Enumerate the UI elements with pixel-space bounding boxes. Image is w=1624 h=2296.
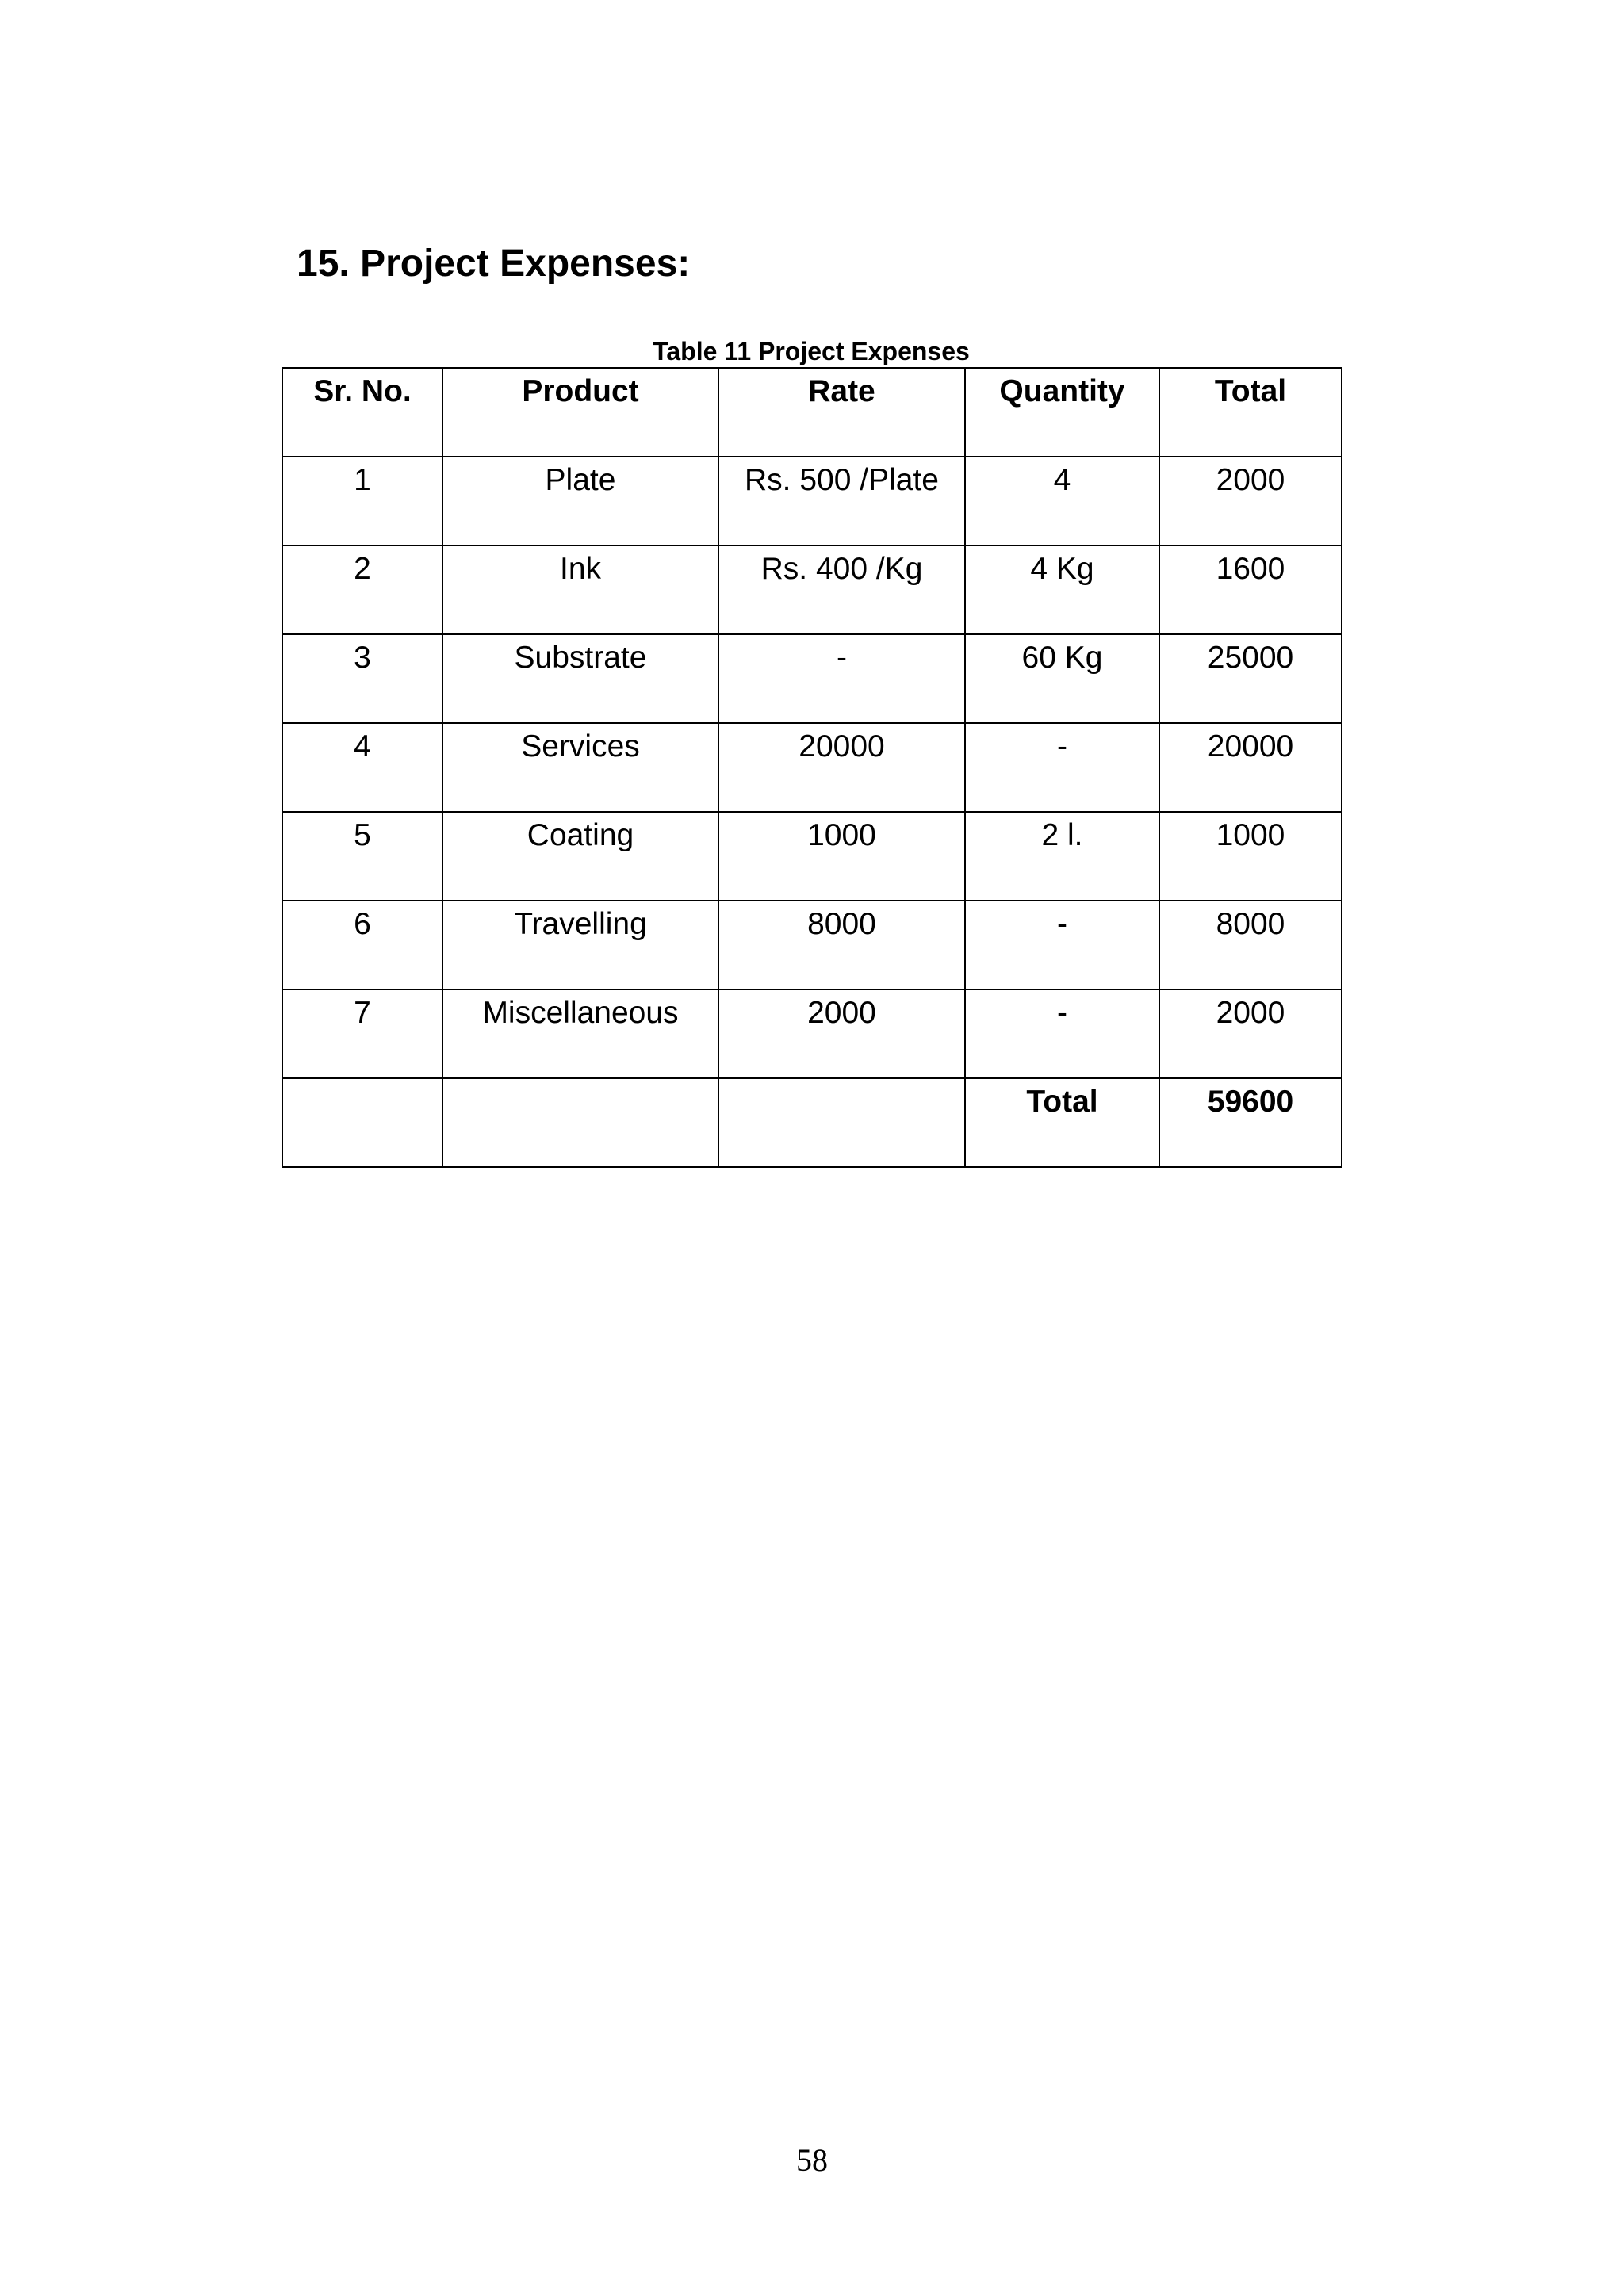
total-value: 59600 — [1159, 1078, 1342, 1167]
cell-rate: Rs. 400 /Kg — [718, 545, 965, 634]
table-row — [282, 812, 1342, 901]
table-row — [282, 457, 1342, 545]
cell-total: 1000 — [1159, 812, 1342, 901]
cell-rate: 8000 — [718, 901, 965, 989]
cell-sr-no: 7 — [282, 989, 442, 1078]
cell-total: 1600 — [1159, 545, 1342, 634]
cell-product: Coating — [442, 812, 718, 901]
header-total: Total — [1159, 368, 1342, 457]
cell-product: Plate — [442, 457, 718, 545]
empty-cell — [442, 1078, 718, 1167]
cell-total: 20000 — [1159, 723, 1342, 812]
cell-sr-no: 3 — [282, 634, 442, 723]
table-row — [282, 634, 1342, 723]
table-row — [282, 545, 1342, 634]
table-header-row — [282, 368, 1342, 457]
cell-product: Services — [442, 723, 718, 812]
table-row — [282, 901, 1342, 989]
cell-total: 8000 — [1159, 901, 1342, 989]
table-caption: Table 11 Project Expenses — [653, 337, 970, 365]
cell-sr-no: 1 — [282, 457, 442, 545]
cell-total: 2000 — [1159, 989, 1342, 1078]
cell-sr-no: 2 — [282, 545, 442, 634]
cell-quantity: - — [965, 901, 1159, 989]
cell-rate: 20000 — [718, 723, 965, 812]
cell-rate: 2000 — [718, 989, 965, 1078]
cell-product: Ink — [442, 545, 718, 634]
cell-quantity: - — [965, 989, 1159, 1078]
cell-sr-no: 6 — [282, 901, 442, 989]
section-heading: 15. Project Expenses: — [297, 243, 691, 285]
cell-product: Substrate — [442, 634, 718, 723]
header-quantity: Quantity — [965, 368, 1159, 457]
cell-quantity: 4 Kg — [965, 545, 1159, 634]
cell-rate: - — [718, 634, 965, 723]
cell-quantity: 60 Kg — [965, 634, 1159, 723]
header-rate: Rate — [718, 368, 965, 457]
cell-product: Travelling — [442, 901, 718, 989]
table-row — [282, 723, 1342, 812]
header-sr-no: Sr. No. — [282, 368, 442, 457]
expenses-table — [282, 367, 1342, 1168]
cell-quantity: 4 — [965, 457, 1159, 545]
cell-total: 2000 — [1159, 457, 1342, 545]
empty-cell — [718, 1078, 965, 1167]
cell-rate: Rs. 500 /Plate — [718, 457, 965, 545]
cell-quantity: 2 l. — [965, 812, 1159, 901]
cell-quantity: - — [965, 723, 1159, 812]
cell-sr-no: 4 — [282, 723, 442, 812]
total-row — [282, 1078, 1342, 1167]
total-label: Total — [965, 1078, 1159, 1167]
table-row — [282, 989, 1342, 1078]
cell-rate: 1000 — [718, 812, 965, 901]
empty-cell — [282, 1078, 442, 1167]
cell-product: Miscellaneous — [442, 989, 718, 1078]
cell-sr-no: 5 — [282, 812, 442, 901]
cell-total: 25000 — [1159, 634, 1342, 723]
page-number: 58 — [796, 2142, 828, 2178]
header-product: Product — [442, 368, 718, 457]
